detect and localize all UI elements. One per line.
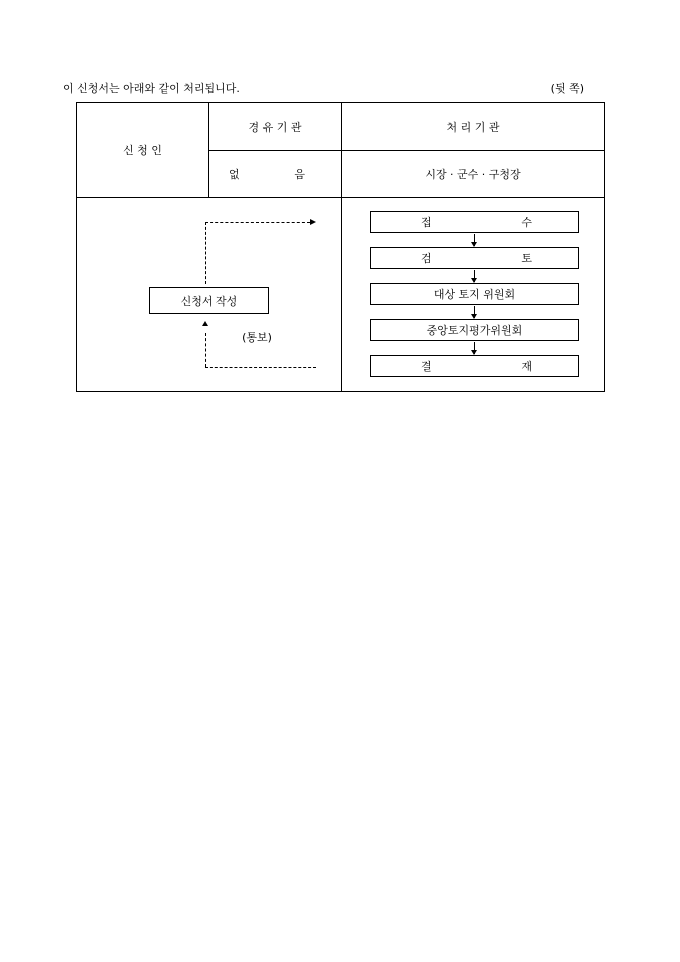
step-approval-box bbox=[370, 355, 579, 377]
via-agency-value-b: 음 bbox=[294, 168, 305, 181]
step-approval-b: 재 bbox=[521, 360, 532, 373]
submit-dashed-line-vertical bbox=[205, 222, 206, 284]
step-central-committee-box: 중앙토지평가위원회 bbox=[370, 319, 579, 341]
step-approval-a: 결 bbox=[421, 360, 432, 373]
step-arrow-4-icon bbox=[474, 342, 475, 354]
page-side-label: (뒷 쪽) bbox=[550, 82, 584, 95]
step-arrow-2-icon bbox=[474, 270, 475, 282]
processing-note: 이 신청서는 아래와 같이 처리됩니다. bbox=[63, 82, 240, 95]
processing-agency-header: 처 리 기 관 bbox=[446, 120, 500, 134]
divider-row-body bbox=[77, 197, 604, 198]
document-header bbox=[63, 80, 588, 96]
processing-flow-table bbox=[76, 102, 605, 392]
submit-arrow-icon bbox=[310, 219, 316, 225]
via-agency-value bbox=[209, 151, 341, 197]
notify-dashed-line-horizontal bbox=[205, 367, 316, 368]
step-receipt-b: 수 bbox=[521, 216, 532, 229]
notify-label: (통보) bbox=[242, 331, 272, 344]
processing-agency-value: 시장 · 군수 · 구청장 bbox=[425, 168, 521, 181]
step-review-a: 검 bbox=[421, 252, 432, 265]
notify-arrow-icon bbox=[202, 321, 208, 326]
step-arrow-1-icon bbox=[474, 234, 475, 246]
step-receipt-a: 접 bbox=[421, 216, 432, 229]
step-receipt-box bbox=[370, 211, 579, 233]
step-arrow-3-icon bbox=[474, 306, 475, 318]
notify-dashed-line-vertical bbox=[205, 333, 206, 367]
step-local-committee-box: 대상 토지 위원회 bbox=[370, 283, 579, 305]
applicant-header: 신 청 인 bbox=[123, 144, 162, 157]
submit-dashed-line-horizontal bbox=[205, 222, 310, 223]
via-agency-header: 경 유 기 관 bbox=[248, 120, 302, 134]
application-writing-box: 신청서 작성 bbox=[149, 287, 269, 314]
step-review-box bbox=[370, 247, 579, 269]
via-agency-value-a: 없 bbox=[229, 168, 240, 181]
step-review-b: 토 bbox=[521, 252, 532, 265]
